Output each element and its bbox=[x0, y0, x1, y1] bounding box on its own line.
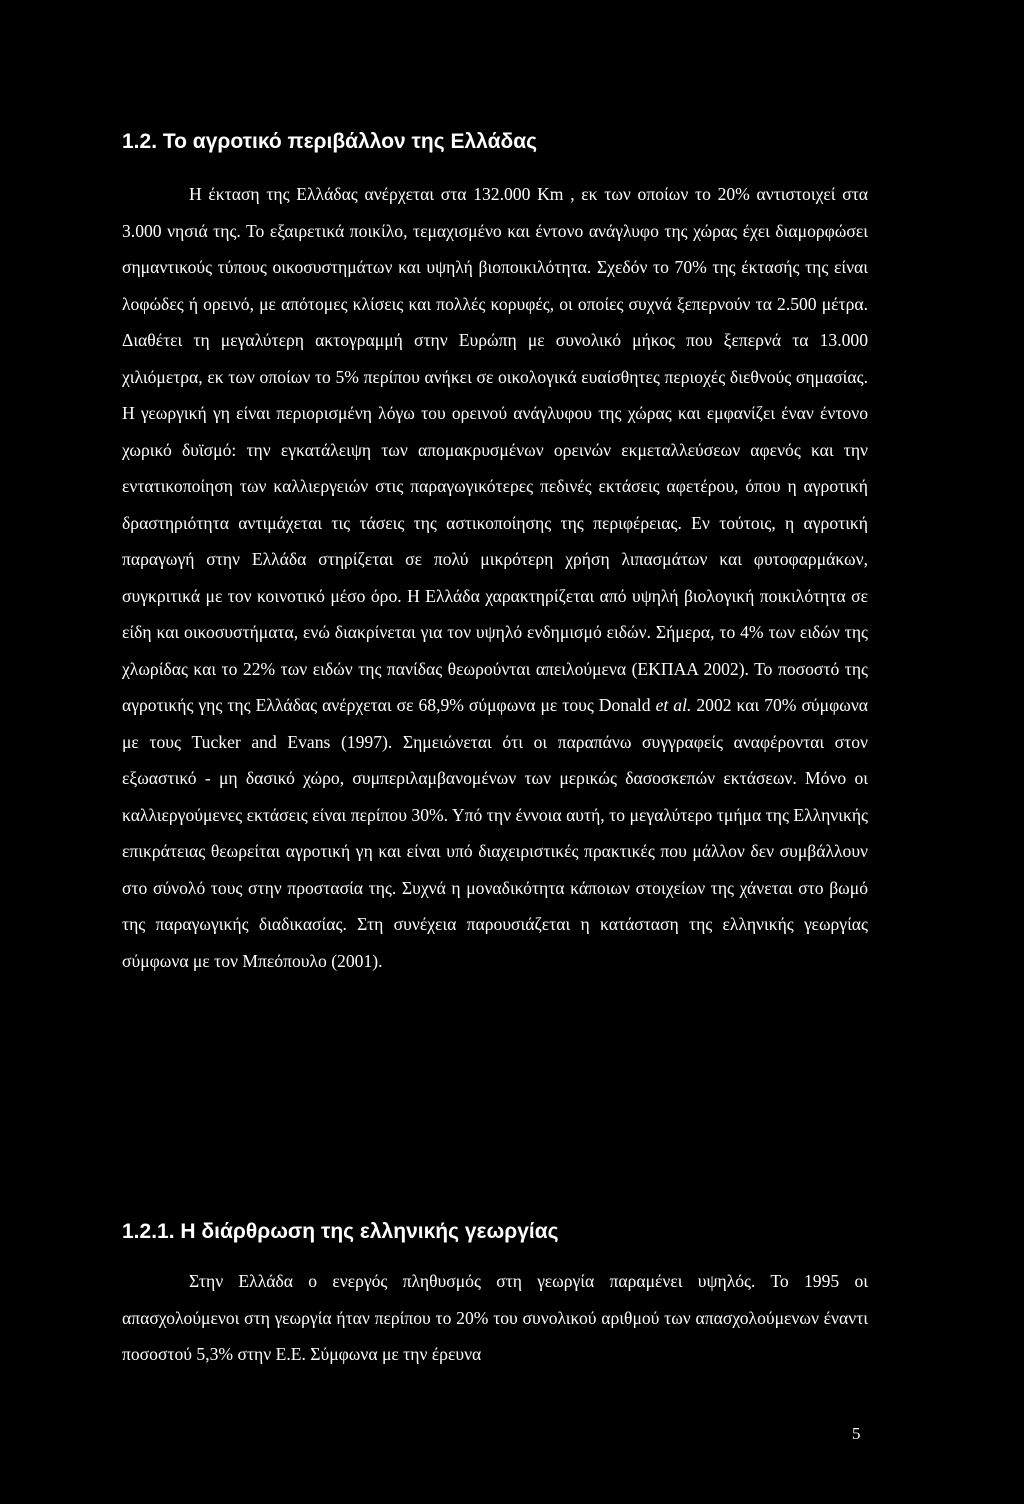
section-heading: 1.2. Το αγροτικό περιβάλλον της Ελλάδας bbox=[122, 130, 538, 153]
page-number: 5 bbox=[852, 1424, 861, 1443]
paragraph-text-part-b: 2002 και 70% σύμφωνα με τους Tucker and Evans (1997). Σημειώνεται ότι οι παραπάνω συγγραφείς αναφέρονται στον εξωαστικό - μη δασικό χώρο, συμπεριλαμβανομένων των μερικώς δασοσκεπών εκτάσεων. Μόνο οι καλλιεργούμενες εκτάσεις είναι περίπου 30%. Υπό την έννοια αυτή, το μεγαλύτερο τμήμα της Ελληνικής επικράτειας θεωρείται αγροτική γη και είναι υπό διαχειριστικές πρακτικές που μάλλον δεν συμβάλλουν στο σύνολό τους στην προστασία της. Συχνά η μοναδικότητα κάποιων στοιχείων της χάνεται στο βωμό της παραγωγικής διαδικασίας. Στη συνέχεια παρουσιάζεται η κατάσταση της ελληνικής γεωργίας σύμφωνα με τον Μπεόπουλο (2001). bbox=[122, 695, 868, 971]
subsection-heading: 1.2.1. Η διάρθρωση της ελληνικής γεωργίας bbox=[122, 1220, 559, 1243]
paragraph-agriculture-structure: Στην Ελλάδα ο ενεργός πληθυσμός στη γεωργία παραμένει υψηλός. Το 1995 οι απασχολούμενοι στη γεωργία ήταν περίπου το 20% του συνολικού αριθμού των απασχολούμενων έναντι ποσοστού 5,3% στην Ε.Ε. Σύμφωνα με την έρευνα bbox=[122, 1271, 868, 1364]
paragraph-agricultural-environment bbox=[122, 176, 868, 979]
paragraph-text-part-a: Η έκταση της Ελλάδας ανέρχεται στα 132.000 Km , εκ των οποίων το 20% αντιστοιχεί στα 3.000 νησιά της. Το εξαιρετικά ποικίλο, τεμαχισμένο και έντονο ανάγλυφο της χώρας έχει διαμορφώσει σημαντικούς τύπους οικοσυστημάτων και υψηλή βιοποικιλότητα. Σχεδόν το 70% της έκτασής της είναι λοφώδες ή ορεινό, με απότομες κλίσεις και πολλές κορυφές, οι οποίες συχνά ξεπερνούν τα 2.500 μέτρα. Διαθέτει τη μεγαλύτερη ακτογραμμή στην Ευρώπη με συνολικό μήκος που ξεπερνά τα 13.000 χιλιόμετρα, εκ των οποίων το 5% περίπου ανήκει σε οικολογικά ευαίσθητες περιοχές διεθνούς σημασίας. Η γεωργική γη είναι περιορισμένη λόγω του ορεινού ανάγλυφου της χώρας και εμφανίζει έναν έντονο χωρικό δυϊσμό: την εγκατάλειψη των απομακρυσμένων ορεινών εκμεταλλεύσεων αφενός και την εντατικοποίηση των καλλιεργειών στις παραγωγικότερες πεδινές εκτάσεις αφετέρου, όπου η αγροτική δραστηριότητα αντιμάχεται τις τάσεις της αστικοποίησης της περιφέρειας. Εν τούτοις, η αγροτική παραγωγή στην Ελλάδα στηρίζεται σε πολύ μικρότερη χρήση λιπασμάτων και φυτοφαρμάκων, συγκριτικά με τον κοινοτικό μέσο όρο. Η Ελλάδα χαρακτηρίζεται από υψηλή βιολογική ποικιλότητα σε είδη και οικοσυστήματα, ενώ διακρίνεται για τον υψηλό ενδημισμό ειδών. Σήμερα, το 4% των ειδών της χλωρίδας και το 22% των ειδών της πανίδας θεωρούνται απειλούμενα (ΕΚΠΑΑ 2002). Το ποσοστό της αγροτικής γης της Ελλάδας ανέρχεται σε 68,9% σύμφωνα με τους Donald bbox=[122, 184, 868, 715]
paragraph-text-emphasis: et al. bbox=[655, 695, 692, 715]
